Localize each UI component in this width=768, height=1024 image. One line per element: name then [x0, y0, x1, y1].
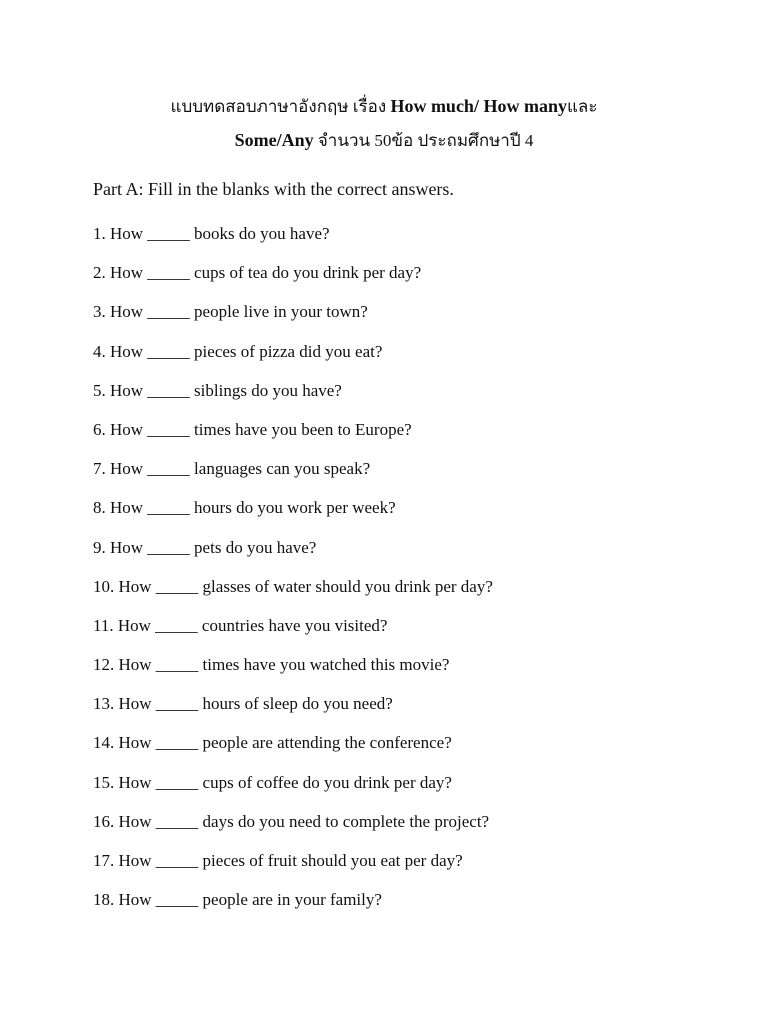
question-item: 16. How _____ days do you need to complete the project? — [93, 811, 490, 831]
title-english-topic: How much/ How many — [390, 96, 567, 116]
question-item: 5. How _____ siblings do you have? — [93, 380, 342, 400]
question-item: 6. How _____ times have you been to Europe? — [93, 419, 412, 439]
title-thai-prefix: แบบทดสอบภาษาอังกฤษ เรื่อง — [170, 97, 391, 116]
question-item: 17. How _____ pieces of fruit should you eat per day? — [93, 851, 463, 870]
title-thai-details: จำนวน 50ข้อ ประถมศึกษาปี 4 — [313, 131, 534, 150]
document-title-line-1 — [0, 95, 768, 118]
question-item: 11. How _____ countries have you visited? — [93, 615, 388, 635]
document-title-line-2 — [0, 129, 768, 152]
question-list — [93, 223, 493, 928]
question-item: 14. How _____ people are attending the conference? — [93, 733, 452, 753]
question-item: 10. How _____ glasses of water should you drink per day? — [93, 576, 493, 596]
title-thai-suffix: และ — [566, 97, 598, 116]
title-english-subtopic: Some/Any — [234, 130, 314, 150]
question-item: 9. How _____ pets do you have? — [93, 537, 317, 557]
question-item: 8. How _____ hours do you work per week? — [93, 498, 396, 518]
question-item: 18. How _____ people are in your family? — [93, 890, 382, 910]
question-item: 3. How _____ people live in your town? — [93, 302, 368, 322]
question-item: 2. How _____ cups of tea do you drink per day? — [93, 263, 422, 283]
question-item: 12. How _____ times have you watched this movie? — [93, 655, 450, 675]
question-item: 13. How _____ hours of sleep do you need? — [93, 694, 393, 714]
question-item: 7. How _____ languages can you speak? — [93, 459, 371, 479]
part-a-heading: Part A: Fill in the blanks with the correct answers. — [93, 179, 454, 199]
question-item: 1. How _____ books do you have? — [93, 224, 330, 243]
question-item: 4. How _____ pieces of pizza did you eat? — [93, 341, 383, 361]
question-item: 15. How _____ cups of coffee do you drink per day? — [93, 772, 452, 792]
